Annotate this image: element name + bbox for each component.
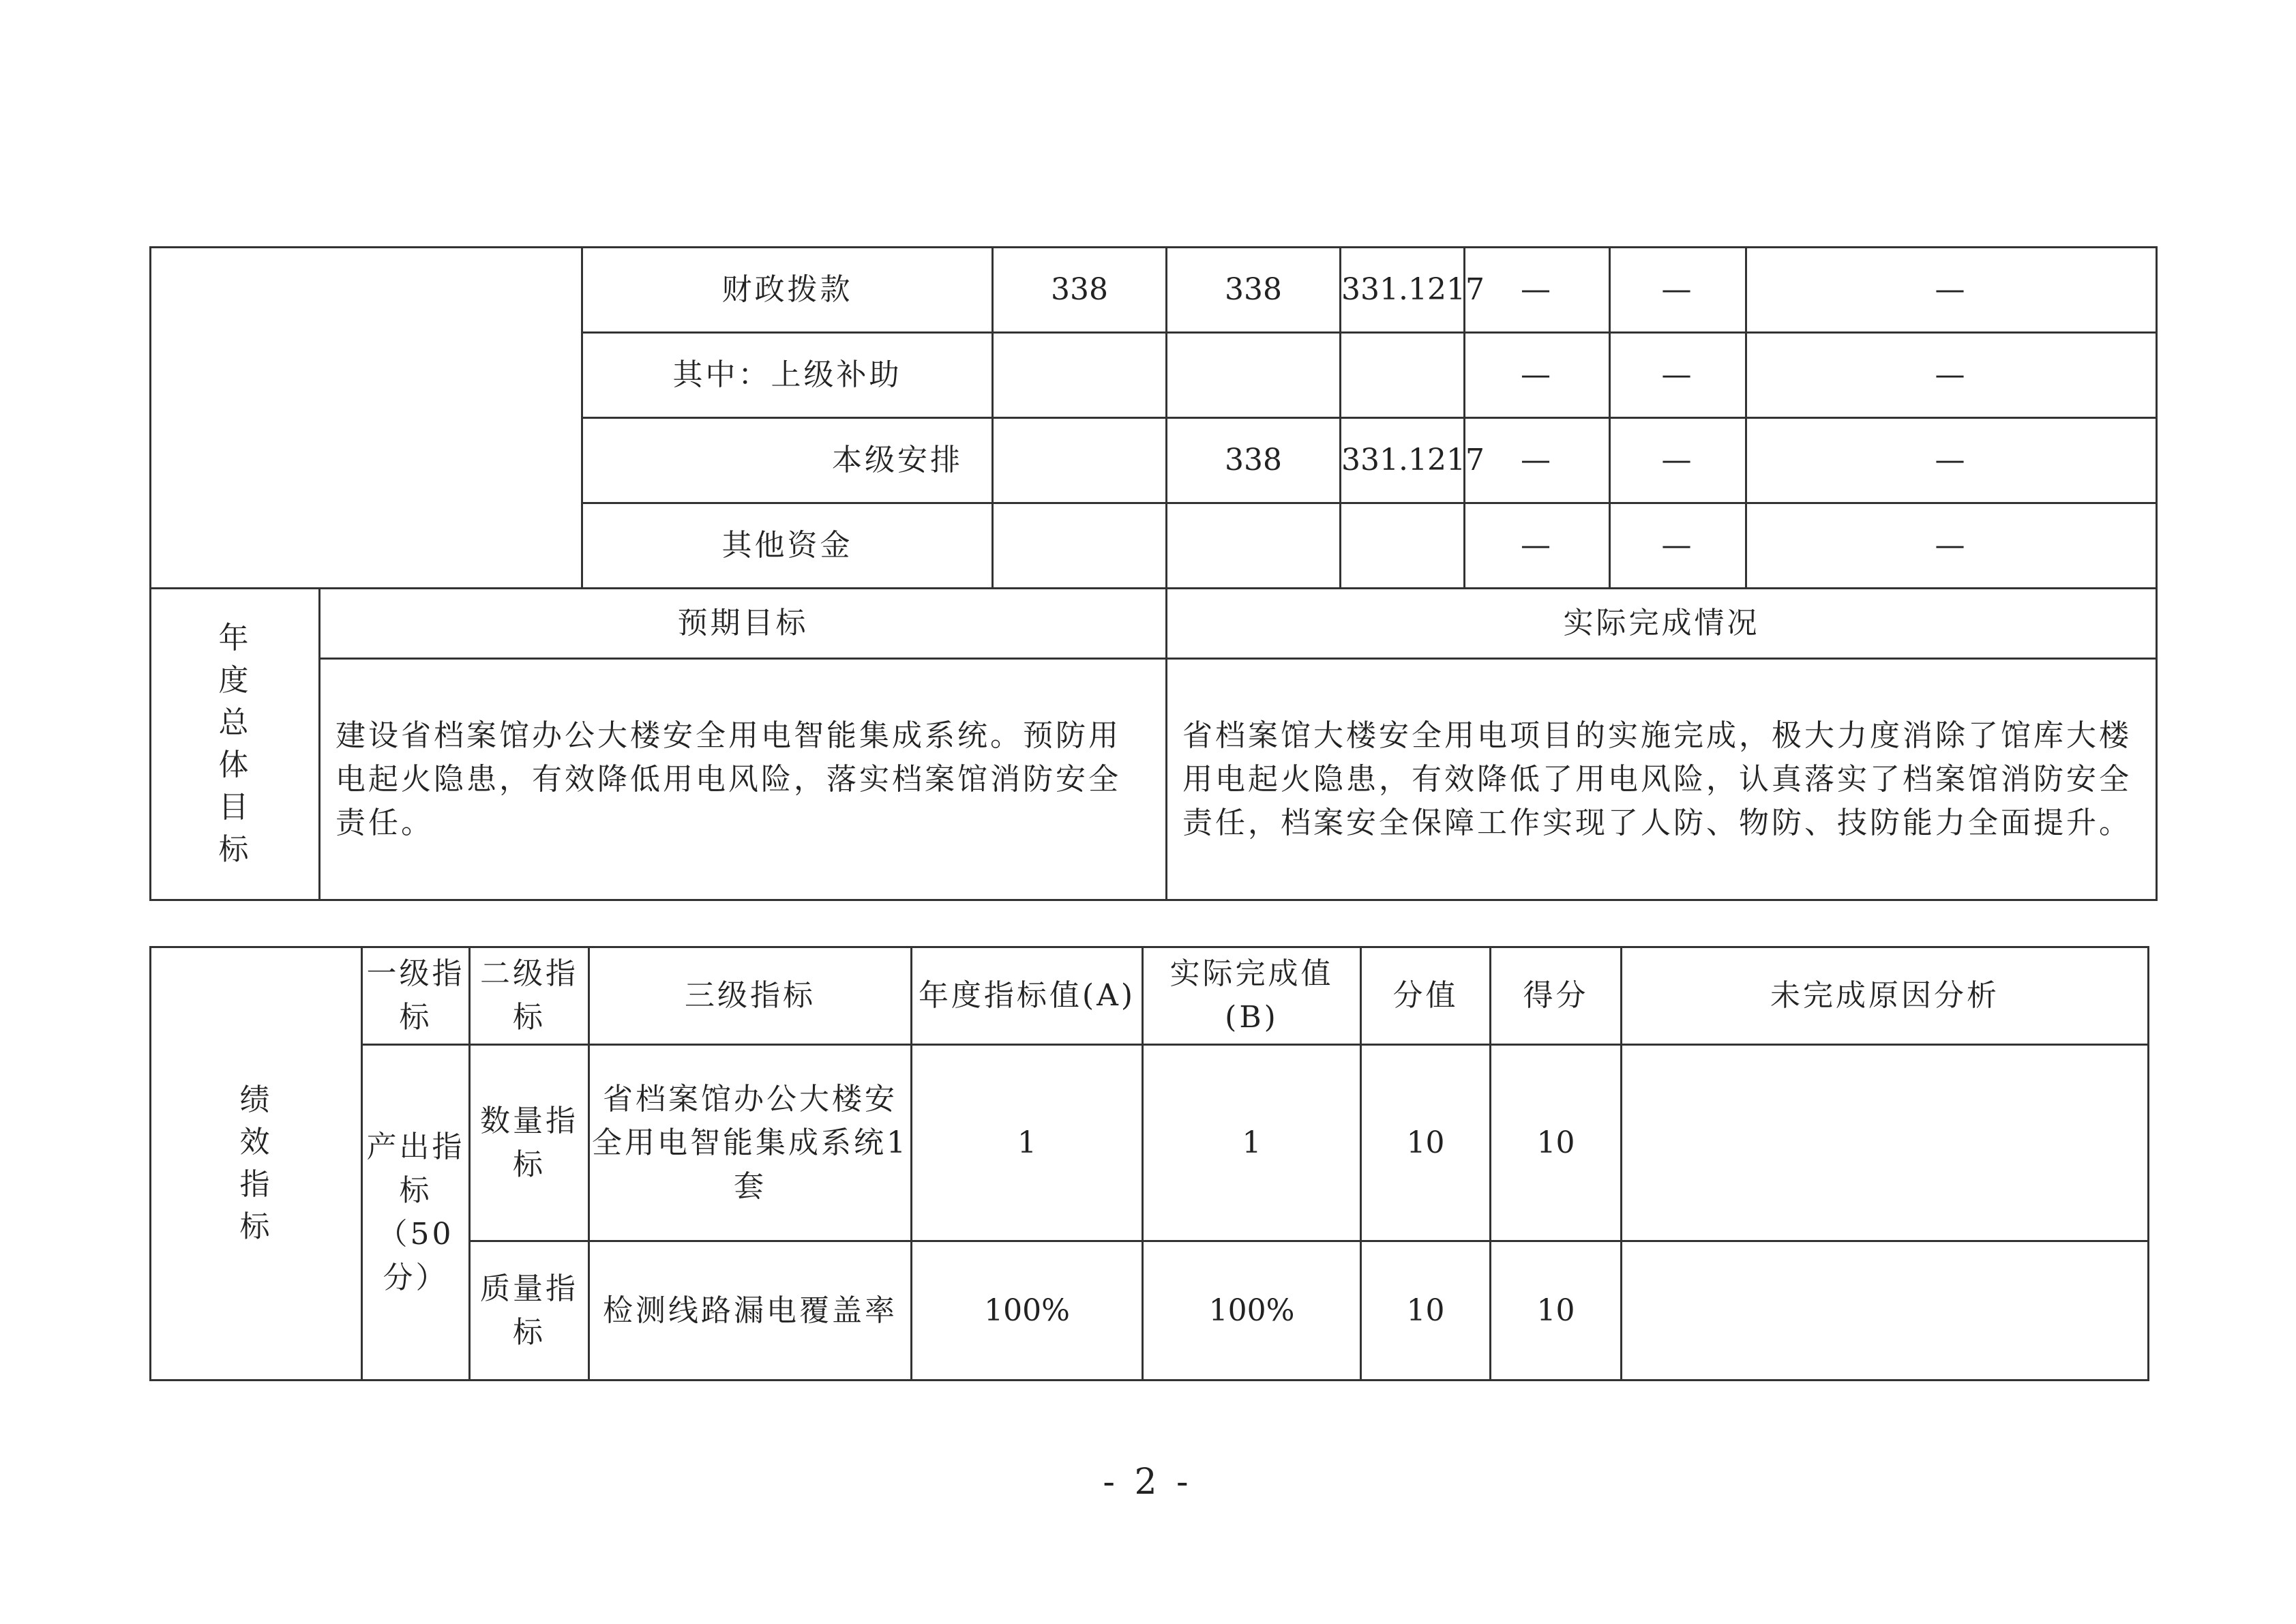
goal-header-row [151, 589, 2157, 659]
level3-cell: 检测线路漏电覆盖率 [589, 1241, 912, 1381]
funding-goal-table [149, 246, 2158, 901]
header-target: 年度指标值(A) [912, 947, 1143, 1045]
funding-value [1341, 503, 1465, 589]
funding-dash: — [1465, 248, 1610, 333]
funding-value [993, 418, 1167, 503]
funding-value [1341, 333, 1465, 418]
level3-cell: 省档案馆办公大楼安全用电智能集成系统1套 [589, 1045, 912, 1241]
performance-header-row [151, 947, 2149, 1045]
goal-body-row [151, 659, 2157, 900]
funding-value: 338 [1167, 418, 1341, 503]
output-indicator-cell: 产出指标（50分） [362, 1045, 470, 1381]
funding-value: 338 [1167, 248, 1341, 333]
funding-row [151, 248, 2157, 333]
score-value: 10 [1361, 1045, 1491, 1241]
funding-dash: — [1746, 248, 2157, 333]
level2-cell: 质量指标 [470, 1241, 589, 1381]
header-actual: 实际完成值(B) [1143, 947, 1361, 1045]
header-level2: 二级指标 [470, 947, 589, 1045]
funding-dash: — [1610, 333, 1746, 418]
actual-value: 100% [1143, 1241, 1361, 1381]
annual-goal-label: 年度总体目标 [218, 620, 252, 867]
funding-value [1167, 503, 1341, 589]
expected-goal-text: 建设省档案馆办公大楼安全用电智能集成系统。预防用电起火隐患，有效降低用电风险，落实档案馆消防安全责任。 [320, 659, 1167, 900]
header-level3: 三级指标 [589, 947, 912, 1045]
funding-dash: — [1746, 333, 2157, 418]
funding-dash: — [1610, 418, 1746, 503]
funding-dash: — [1610, 503, 1746, 589]
performance-row [151, 1045, 2149, 1241]
header-got: 得分 [1491, 947, 1622, 1045]
reason-cell [1622, 1241, 2149, 1381]
funding-value [993, 503, 1167, 589]
header-score: 分值 [1361, 947, 1491, 1045]
page-number: - 2 - [1103, 1462, 1193, 1503]
got-value: 10 [1491, 1241, 1622, 1381]
performance-label-cell [151, 947, 362, 1381]
level2-cell: 数量指标 [470, 1045, 589, 1241]
funding-label: 其中：上级补助 [582, 333, 993, 418]
funding-dash: — [1746, 418, 2157, 503]
annual-goal-label-cell [151, 589, 320, 900]
funding-value: 331.1217 [1341, 248, 1465, 333]
funding-label: 本级安排 [582, 418, 993, 503]
funding-dash: — [1465, 418, 1610, 503]
funding-value: 331.1217 [1341, 418, 1465, 503]
score-value: 10 [1361, 1241, 1491, 1381]
got-value: 10 [1491, 1045, 1622, 1241]
actual-goal-text: 省档案馆大楼安全用电项目的实施完成，极大力度消除了馆库大楼用电起火隐患，有效降低了用电风险，认真落实了档案馆消防安全责任，档案安全保障工作实现了人防、物防、技防能力全面提升。 [1167, 659, 2157, 900]
reason-cell [1622, 1045, 2149, 1241]
funding-dash: — [1465, 503, 1610, 589]
funding-value [993, 333, 1167, 418]
funding-blank-cell [151, 248, 582, 589]
header-reason: 未完成原因分析 [1622, 947, 2149, 1045]
funding-dash: — [1465, 333, 1610, 418]
funding-label: 其他资金 [582, 503, 993, 589]
target-value: 100% [912, 1241, 1143, 1381]
funding-value [1167, 333, 1341, 418]
funding-dash: — [1610, 248, 1746, 333]
header-level1: 一级指标 [362, 947, 470, 1045]
funding-dash: — [1746, 503, 2157, 589]
performance-table [149, 946, 2149, 1381]
target-value: 1 [912, 1045, 1143, 1241]
actual-goal-header: 实际完成情况 [1167, 589, 2157, 659]
actual-value: 1 [1143, 1045, 1361, 1241]
performance-label: 绩效指标 [239, 1082, 273, 1244]
funding-value: 338 [993, 248, 1167, 333]
funding-label: 财政拨款 [582, 248, 993, 333]
expected-goal-header: 预期目标 [320, 589, 1167, 659]
